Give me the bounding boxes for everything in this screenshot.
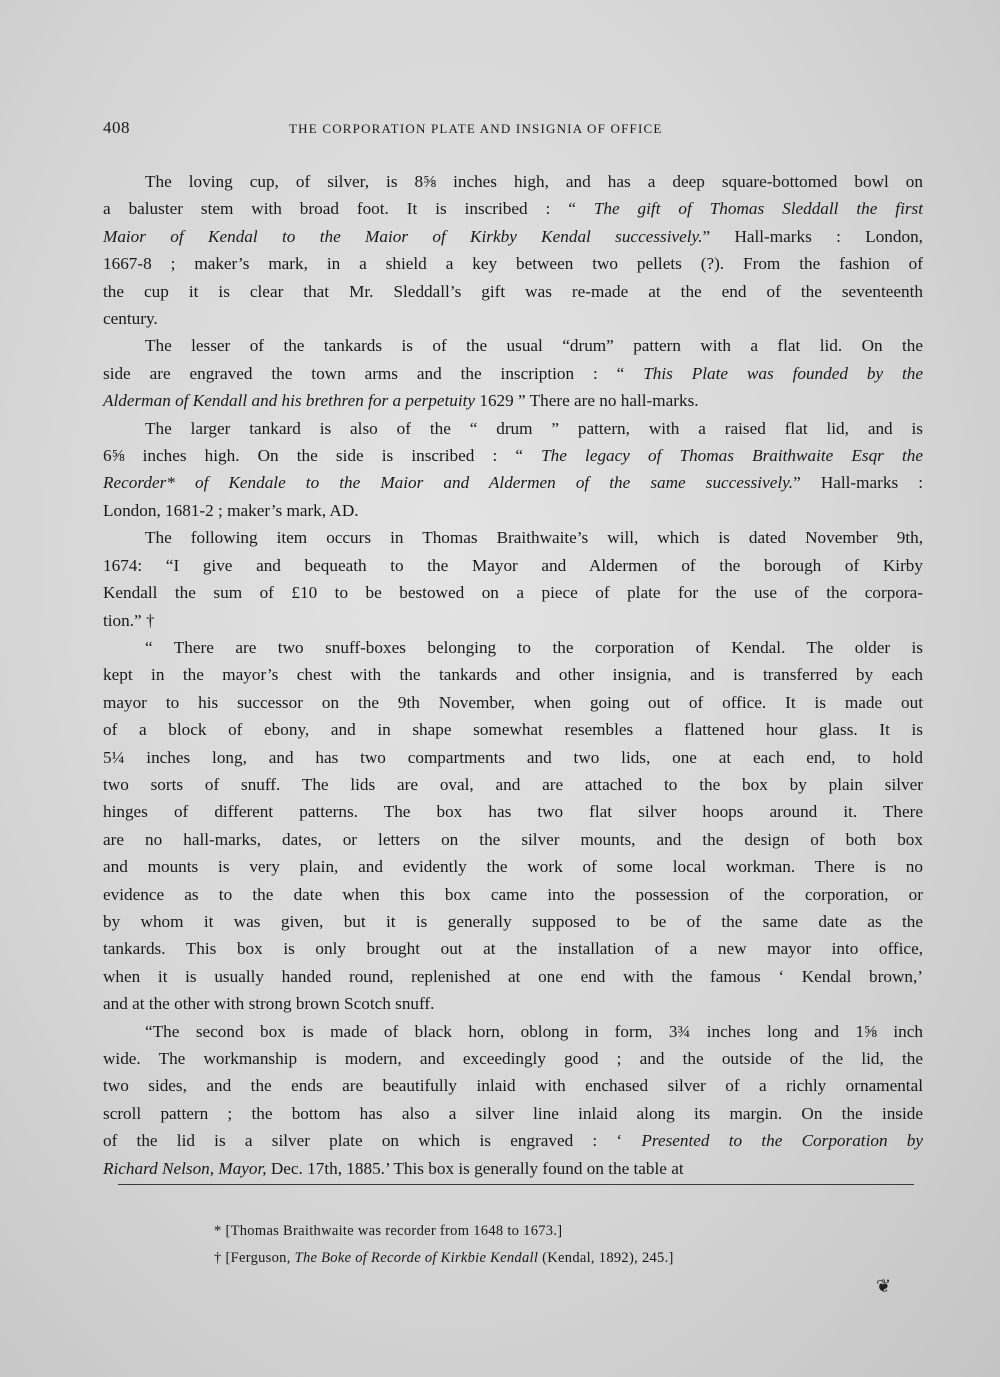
- text-line: [103, 661, 923, 688]
- text-line: [103, 524, 923, 551]
- text-line: [103, 360, 923, 387]
- text-run: Kendall the sum of £10 to be bestowed on a piece of plate for the use of the corpora-: [103, 583, 923, 603]
- text-run: tion.” †: [103, 610, 155, 630]
- text-line: [103, 771, 923, 798]
- text-line: [103, 744, 923, 771]
- text-line: [103, 442, 923, 469]
- text-run: century.: [103, 309, 158, 329]
- text-run: London, 1681-2 ; maker’s mark, AD.: [103, 500, 359, 520]
- paragraph: [103, 524, 923, 634]
- text-run: hinges of different patterns. The box has two flat silver hoops around it. There: [103, 802, 923, 822]
- text-run: “ There are two snuff-boxes belonging to the corporation of Kendal. The older is: [145, 637, 923, 657]
- text-run: and at the other with strong brown Scotch snuff.: [103, 994, 435, 1014]
- italic-run: The Boke of Recorde of Kirkbie Kendall: [294, 1250, 539, 1266]
- italic-run: Presented to the Corporation by: [641, 1131, 923, 1151]
- italic-run: Richard Nelson, Mayor,: [103, 1158, 267, 1178]
- italic-run: Recorder* of Kendale to the Maior and Aldermen of the same successively.: [103, 473, 794, 493]
- text-line: [103, 168, 923, 195]
- text-line: [103, 634, 923, 661]
- text-line: [103, 716, 923, 743]
- paragraph: [103, 634, 923, 1018]
- text-run: side are engraved the town arms and the inscription : “: [103, 363, 644, 383]
- text-run: 6⅝ inches high. On the side is inscribed : “: [103, 446, 542, 466]
- text-run: evidence as to the date when this box came into the possession of the corporation, or: [103, 884, 923, 904]
- text-line: [103, 1127, 923, 1154]
- text-run: of a block of ebony, and in shape somewhat resembles a flattened hour glass. It is: [103, 720, 923, 740]
- text-run: 5¼ inches long, and has two compartments and two lids, one at each end, to hold: [103, 747, 923, 767]
- text-line: [103, 607, 923, 634]
- text-run: and mounts is very plain, and evidently the work of some local workman. There is no: [103, 857, 923, 877]
- text-run: Dec. 17th, 1885.’ This box is generally found on the table at: [266, 1158, 684, 1178]
- text-line: [103, 195, 923, 222]
- page-header: [103, 118, 923, 140]
- paragraph: [103, 1018, 923, 1182]
- footnotes: [214, 1218, 854, 1272]
- text-run: ” Hall-marks : London,: [702, 226, 923, 246]
- text-line: [103, 497, 923, 524]
- text-run: “The second box is made of black horn, oblong in form, 3¾ inches long and 1⅝ inch: [145, 1021, 923, 1041]
- text-line: [103, 689, 923, 716]
- text-line: [103, 1045, 923, 1072]
- footnote: [214, 1245, 854, 1272]
- text-run: kept in the mayor’s chest with the tankards and other insignia, and is transferred by each: [103, 665, 923, 685]
- text-line: [103, 332, 923, 359]
- text-line: [103, 1018, 923, 1045]
- text-line: [103, 935, 923, 962]
- text-run: 1667-8 ; maker’s mark, in a shield a key between two pellets (?). From the fashion of: [103, 254, 923, 274]
- italic-run: Maior of Kendal to the Maior of Kirkby Kendal successively.: [103, 226, 703, 246]
- text-run: tankards. This box is only brought out at the installation of a new mayor into office,: [103, 939, 923, 959]
- paragraph: [103, 415, 923, 525]
- text-line: [103, 1072, 923, 1099]
- text-line: [103, 305, 923, 332]
- text-line: [103, 1100, 923, 1127]
- paragraph: [103, 332, 923, 414]
- text-line: [103, 853, 923, 880]
- text-line: [103, 278, 923, 305]
- text-run: two sides, and the ends are beautifully inlaid with enchased silver of a richly ornamental: [103, 1076, 923, 1096]
- text-line: [103, 990, 923, 1017]
- text-run: mayor to his successor on the 9th November, when going out of office. It is made out: [103, 692, 923, 712]
- page-number: 408: [103, 118, 130, 137]
- text-run: * [Thomas Braithwaite was recorder from 1648 to 1673.]: [214, 1223, 563, 1239]
- text-line: [103, 250, 923, 277]
- italic-run: Alderman of Kendall and his brethren for a perpetuity: [103, 391, 476, 411]
- text-run: The larger tankard is also of the “ drum ” pattern, with a raised flat lid, and is: [145, 418, 923, 438]
- body-text: [103, 168, 923, 1182]
- text-run: 1674: “I give and bequeath to the Mayor and Aldermen of the borough of Kirby: [103, 555, 923, 575]
- text-run: † [Ferguson,: [214, 1250, 295, 1266]
- text-line: [103, 881, 923, 908]
- text-run: by whom it was given, but it is generally supposed to be of the same date as the: [103, 911, 923, 931]
- ornament-mark: ❦: [876, 1276, 892, 1296]
- text-line: [103, 963, 923, 990]
- text-run: two sorts of snuff. The lids are oval, and are attached to the box by plain silver: [103, 774, 923, 794]
- text-line: [103, 826, 923, 853]
- text-run: a baluster stem with broad foot. It is inscribed : “: [103, 199, 594, 219]
- paragraph: [103, 168, 923, 332]
- italic-run: This Plate was founded by the: [643, 363, 923, 383]
- text-line: [103, 798, 923, 825]
- text-run: scroll pattern ; the bottom has also a silver line inlaid along its margin. On the inside: [103, 1103, 923, 1123]
- footnote: [214, 1218, 854, 1245]
- text-run: The loving cup, of silver, is 8⅝ inches high, and has a deep square-bottomed bowl on: [145, 172, 923, 191]
- text-run: The lesser of the tankards is of the usual “drum” pattern with a flat lid. On the: [145, 336, 923, 356]
- text-run: of the lid is a silver plate on which is engraved : ‘: [103, 1131, 642, 1151]
- running-head: THE CORPORATION PLATE AND INSIGNIA OF OFFICE: [289, 121, 663, 136]
- text-line: [103, 552, 923, 579]
- text-run: 1629 ” There are no hall-marks.: [475, 391, 699, 411]
- text-line: [103, 579, 923, 606]
- text-line: [103, 415, 923, 442]
- footnote-rule: [118, 1184, 914, 1185]
- text-line: [103, 469, 923, 496]
- text-run: are no hall-marks, dates, or letters on the silver mounts, and the design of both box: [103, 829, 923, 849]
- text-line: [103, 1155, 923, 1182]
- text-run: when it is usually handed round, replenished at one end with the famous ‘ Kendal brown,’: [103, 966, 923, 986]
- text-run: ” Hall-marks :: [793, 473, 923, 493]
- text-run: the cup it is clear that Mr. Sleddall’s gift was re-made at the end of the seventeenth: [103, 281, 923, 301]
- italic-run: The legacy of Thomas Braithwaite Esqr the: [541, 446, 923, 466]
- text-run: wide. The workmanship is modern, and exceedingly good ; and the outside of the lid, the: [103, 1049, 923, 1068]
- text-run: (Kendal, 1892), 245.]: [538, 1250, 674, 1266]
- italic-run: The gift of Thomas Sleddall the first: [593, 199, 923, 219]
- text-line: [103, 387, 923, 414]
- text-line: [103, 223, 923, 250]
- text-line: [103, 908, 923, 935]
- text-run: The following item occurs in Thomas Braithwaite’s will, which is dated November 9th,: [145, 528, 923, 548]
